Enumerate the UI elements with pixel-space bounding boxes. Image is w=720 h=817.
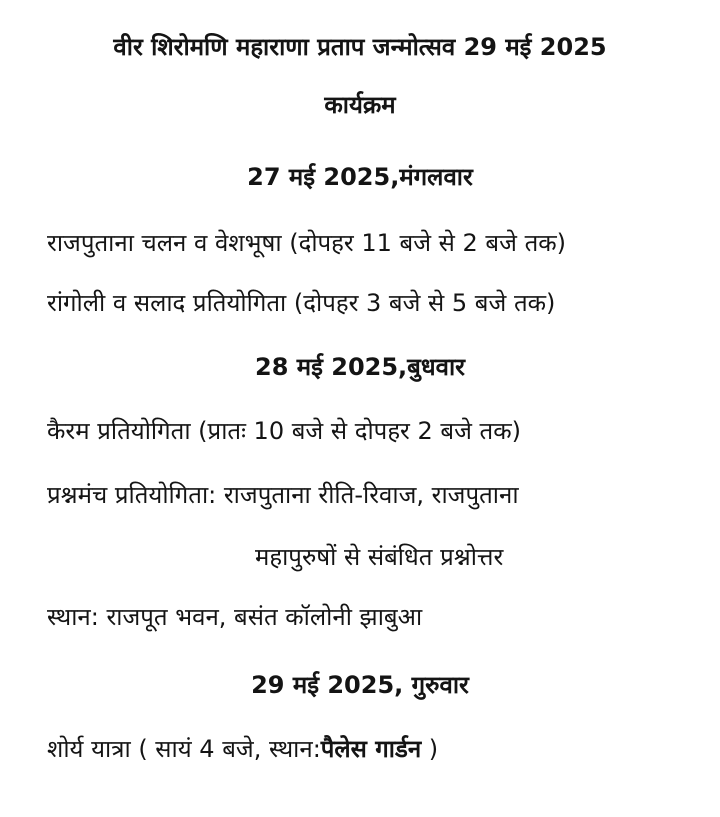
day-heading: 28 मई 2025,बुधवार — [255, 353, 465, 381]
document-title: वीर शिरोमणि महाराणा प्रताप जन्मोत्सव 29 मई 2025 — [113, 33, 607, 61]
event-item: प्रश्नमंच प्रतियोगिता: राजपुताना रीति-रिवाज, राजपुताना — [47, 481, 519, 509]
event-item: कैरम प्रतियोगिता (प्रातः 10 बजे से दोपहर 2 बजे तक) — [47, 417, 522, 445]
program-subtitle: कार्यक्रम — [324, 91, 396, 119]
venue-line: स्थान: राजपूत भवन, बसंत कॉलोनी झाबुआ — [47, 603, 423, 631]
event-item: राजपुताना चलन व वेशभूषा (दोपहर 11 बजे से 2 बजे तक) — [47, 229, 567, 257]
event-item-continuation: महापुरुषों से संबंधित प्रश्नोत्तर — [255, 543, 504, 571]
event-item-text-end: ) — [421, 735, 439, 763]
event-item-text: शोर्य यात्रा ( सायं 4 बजे, स्थान: — [47, 735, 321, 763]
day-heading: 27 मई 2025,मंगलवार — [247, 163, 473, 191]
day-heading: 29 मई 2025, गुरुवार — [251, 671, 469, 699]
event-item: रांगोली व सलाद प्रतियोगिता (दोपहर 3 बजे से 5 बजे तक) — [47, 289, 556, 317]
event-item — [47, 732, 438, 766]
venue-name: पैलेस गार्डन — [320, 735, 422, 763]
